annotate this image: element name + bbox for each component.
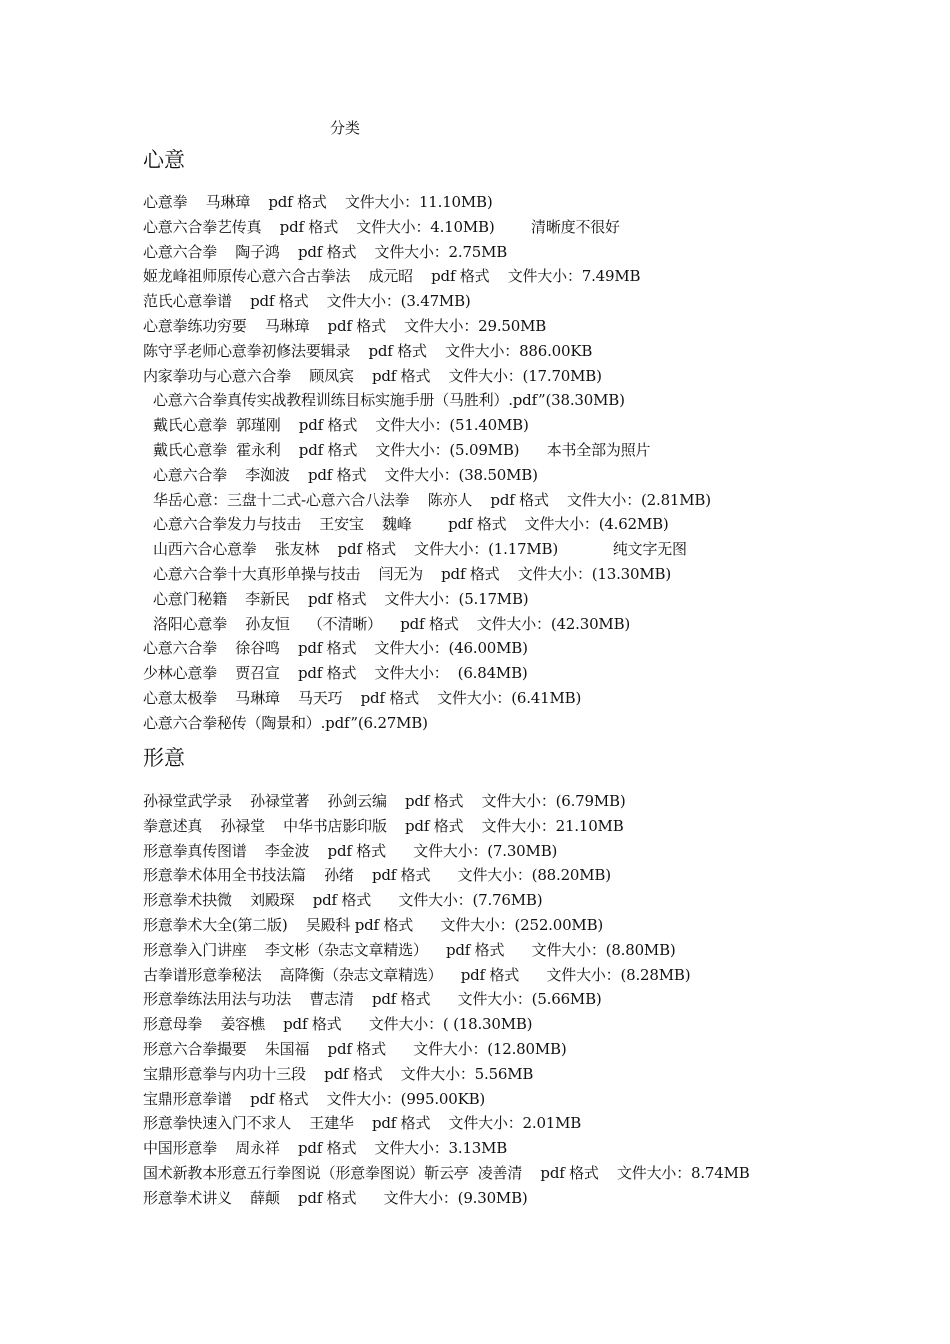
book-entry: 心意六合拳发力与技击 王安宝 魏峰 pdf 格式 文件大小：(4.62MB): [153, 515, 669, 534]
book-entry: 心意六合拳 李洳波 pdf 格式 文件大小：(38.50MB): [153, 465, 538, 484]
section-list-xinyi: [143, 190, 711, 736]
book-entry: 心意六合拳真传实战教程训练目标实施手册（马胜利）.pdf”(38.30MB): [153, 391, 625, 410]
book-entry: 少林心意拳 贾召宣 pdf 格式 文件大小： (6.84MB): [143, 664, 528, 683]
book-entry: 心意六合拳 陶子鸿 pdf 格式 文件大小：2.75MB: [143, 242, 508, 261]
section-heading-xinyi: 心意: [143, 148, 185, 172]
book-entry: 形意拳术大全(第二版) 吴殿科 pdf 格式 文件大小：(252.00MB): [143, 915, 604, 934]
book-entry: 古拳谱形意拳秘法 高降衡（杂志文章精选） pdf 格式 文件大小：(8.28MB): [143, 965, 691, 984]
book-entry: 心意拳 马琳璋 pdf 格式 文件大小：11.10MB): [143, 193, 493, 211]
book-entry: 华岳心意：三盘十二式-心意六合八法拳 陈亦人 pdf 格式 文件大小：(2.81MB): [153, 490, 711, 509]
book-entry: 国术新教本形意五行拳图说（形意拳图说）靳云亭 凌善清 pdf 格式 文件大小：8.74MB: [143, 1163, 750, 1182]
book-entry: 形意母拳 姜容樵 pdf 格式 文件大小：( (18.30MB): [143, 1015, 533, 1034]
section-heading-xingyi: 形意: [143, 746, 185, 770]
book-entry: 形意拳术抉微 刘殿琛 pdf 格式 文件大小：(7.76MB): [143, 891, 543, 910]
book-entry: 形意拳入门讲座 李文彬（杂志文章精选） pdf 格式 文件大小：(8.80MB): [143, 940, 676, 959]
book-entry: 陈守孚老师心意拳初修法要辑录 pdf 格式 文件大小：886.00KB: [143, 341, 593, 360]
book-entry: 姬龙峰祖师原传心意六合古拳法 成元昭 pdf 格式 文件大小：7.49MB: [143, 267, 641, 286]
book-entry: 形意拳练法用法与功法 曹志清 pdf 格式 文件大小：(5.66MB): [143, 990, 602, 1009]
book-entry: 心意太极拳 马琳璋 马天巧 pdf 格式 文件大小：(6.41MB): [143, 688, 582, 707]
document-title: 分类: [330, 119, 361, 137]
book-entry: 形意拳快速入门不求人 王建华 pdf 格式 文件大小：2.01MB: [143, 1114, 582, 1133]
book-entry: 宝鼎形意拳与内功十三段 pdf 格式 文件大小：5.56MB: [143, 1064, 534, 1083]
book-entry: 戴氏心意拳 郭瑾刚 pdf 格式 文件大小：(51.40MB): [153, 416, 529, 435]
book-entry: 戴氏心意拳 霍永利 pdf 格式 文件大小：(5.09MB) 本书全部为照片: [153, 440, 651, 459]
book-entry: 宝鼎形意拳谱 pdf 格式 文件大小：(995.00KB): [143, 1089, 486, 1108]
book-entry: 内家拳功与心意六合拳 顾凤宾 pdf 格式 文件大小：(17.70MB): [143, 366, 602, 385]
book-entry: 心意六合拳十大真形单操与技击 闫无为 pdf 格式 文件大小：(13.30MB): [153, 564, 671, 583]
book-entry: 形意拳术体用全书技法篇 孙绪 pdf 格式 文件大小：(88.20MB): [143, 866, 611, 885]
book-entry: 心意门秘籍 李新民 pdf 格式 文件大小：(5.17MB): [153, 589, 529, 608]
book-entry: 心意六合拳 徐谷鸣 pdf 格式 文件大小：(46.00MB): [143, 639, 528, 658]
book-entry: 心意六合拳艺传真 pdf 格式 文件大小：4.10MB) 清晰度不很好: [143, 217, 620, 236]
book-entry: 拳意述真 孙禄堂 中华书店影印版 pdf 格式 文件大小：21.10MB: [143, 816, 624, 835]
book-entry: 形意拳术讲义 薛颠 pdf 格式 文件大小：(9.30MB): [143, 1188, 528, 1207]
book-entry: 心意六合拳秘传（陶景和）.pdf”(6.27MB): [143, 713, 428, 732]
book-entry: 中国形意拳 周永祥 pdf 格式 文件大小：3.13MB: [143, 1139, 508, 1158]
book-entry: 山西六合心意拳 张友林 pdf 格式 文件大小：(1.17MB) 纯文字无图: [153, 540, 687, 559]
section-list-xingyi: [143, 789, 750, 1211]
book-entry: 形意拳真传图谱 李金波 pdf 格式 文件大小：(7.30MB): [143, 841, 558, 860]
book-entry: 心意拳练功穷要 马琳璋 pdf 格式 文件大小：29.50MB: [143, 316, 547, 335]
book-entry: 范氏心意拳谱 pdf 格式 文件大小：(3.47MB): [143, 292, 471, 311]
book-entry: 洛阳心意拳 孙友恒 （不清晰） pdf 格式 文件大小：(42.30MB): [153, 614, 631, 633]
book-entry: 孙禄堂武学录 孙禄堂著 孙剑云编 pdf 格式 文件大小：(6.79MB): [143, 792, 626, 810]
book-entry: 形意六合拳撮要 朱国福 pdf 格式 文件大小：(12.80MB): [143, 1039, 567, 1058]
